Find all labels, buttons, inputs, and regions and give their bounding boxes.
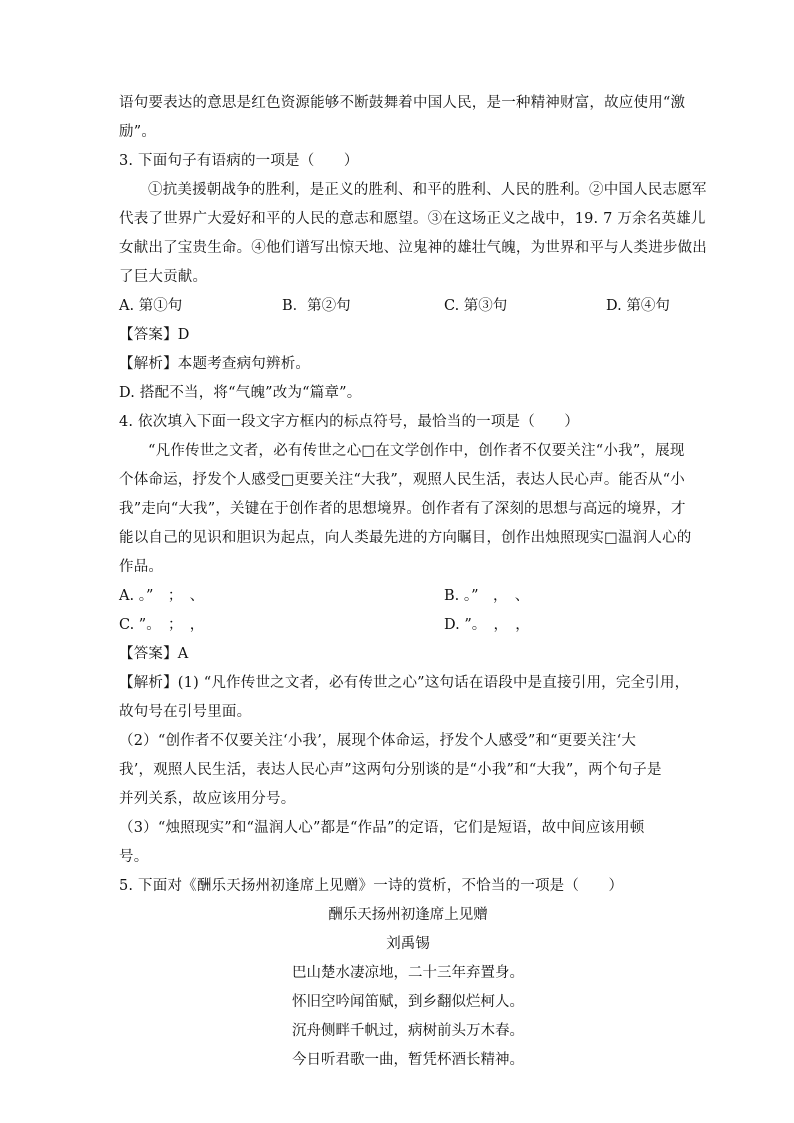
q4-passage-line: 个体命运，抒发个人感受□更要关注“大我”，观照人民生活，表达人民心声。能否从“小 [119, 472, 685, 488]
q4-passage-line: “凡作传世之文者，必有传世之心□在文学创作中，创作者不仅要关注“小我”，展现 [148, 443, 685, 459]
q4-analysis-line: 并列关系，故应该用分号。 [119, 791, 296, 807]
q3-option-d: D. 第④句 [606, 298, 670, 314]
q3-analysis-line: D. 搭配不当，将“气魄”改为“篇章”。 [119, 385, 362, 401]
q3-option-a: A. 第①句 [119, 298, 183, 314]
q4-analysis-line: 号。 [119, 849, 149, 865]
q4-passage-line: 能以自己的见识和胆识为起点，向人类最先进的方向瞩目，创作出烛照现实□温润人心的 [119, 530, 692, 546]
poem-line: 沉舟侧畔千帆过，病树前头万木春。 [292, 1023, 524, 1039]
q5-stem: 5. 下面对《酬乐天扬州初逢席上见赠》一诗的赏析，不恰当的一项是（ ） [119, 878, 624, 894]
q4-analysis-line: 我’，观照人民生活，表达人民心声”这两句分别谈的是“小我”和“大我”，两个句子是 [119, 762, 662, 778]
q4-analysis-line: 故句号在引号里面。 [119, 704, 252, 720]
q4-stem: 4. 依次填入下面一段文字方框内的标点符号，最恰当的一项是（ ） [119, 414, 580, 430]
q3-option-c: C. 第③句 [444, 298, 508, 314]
q3-passage-line: 代表了世界广大爱好和平的人民的意志和愿望。③在这场正义之战中，19. 7 万余名英雄儿 [119, 211, 706, 227]
poem-title: 酬乐天扬州初逢席上见赠 [328, 907, 488, 923]
poem-line: 今日听君歌一曲，暂凭杯酒长精神。 [292, 1052, 524, 1068]
q4-passage-line: 作品。 [119, 559, 164, 575]
q4-passage-line: 我”走向“大我”，关键在于创作者的思想境界。创作者有了深刻的思想与高远的境界，才 [119, 501, 686, 517]
q4-answer: 【答案】A [119, 646, 189, 662]
q4-analysis-line: 【解析】(1) “凡作传世之文者，必有传世之心”这句话在语段中是直接引用，完全引用， [119, 675, 690, 691]
poem-line: 巴山楚水凄凉地，二十三年弃置身。 [292, 965, 524, 981]
q4-option-b: B. 。” ， 、 [444, 588, 530, 604]
q4-analysis-line: （2）“创作者不仅要关注‘小我’，展现个体命运，抒发个人感受”和“更要关注‘大 [119, 733, 637, 749]
continuation-line-1: 语句要表达的意思是红色资源能够不断鼓舞着中国人民，是一种精神财富，故应使用“激 [119, 95, 686, 111]
q3-analysis-line: 【解析】本题考查病句辨析。 [119, 356, 311, 372]
q4-option-a: A. 。” ； 、 [119, 588, 205, 604]
poem-author: 刘禹锡 [386, 936, 430, 952]
q4-analysis-line: （3）“烛照现实”和“温润人心”都是“作品”的定语，它们是短语，故中间应该用顿 [119, 820, 645, 836]
q3-stem: 3. 下面句子有语病的一项是（ ） [119, 153, 359, 169]
q3-answer: 【答案】D [119, 327, 190, 343]
q3-passage-line: 了巨大贡献。 [119, 269, 208, 285]
continuation-line-2: 励”。 [119, 124, 157, 140]
q4-option-c: C. ”。 ； ， [119, 617, 205, 633]
poem-line: 怀旧空吟闻笛赋，到乡翻似烂柯人。 [292, 994, 524, 1010]
q3-option-b: B．第②句 [282, 298, 351, 314]
q3-passage-line: 女献出了宝贵生命。④他们谱写出惊天地、泣鬼神的雄壮气魄，为世界和平与人类进步做出 [119, 240, 707, 256]
q3-passage-line: ①抗美援朝战争的胜利，是正义的胜利、和平的胜利、人民的胜利。②中国人民志愿军 [148, 182, 707, 198]
q4-option-d: D. ”。 ， ， [444, 617, 530, 633]
